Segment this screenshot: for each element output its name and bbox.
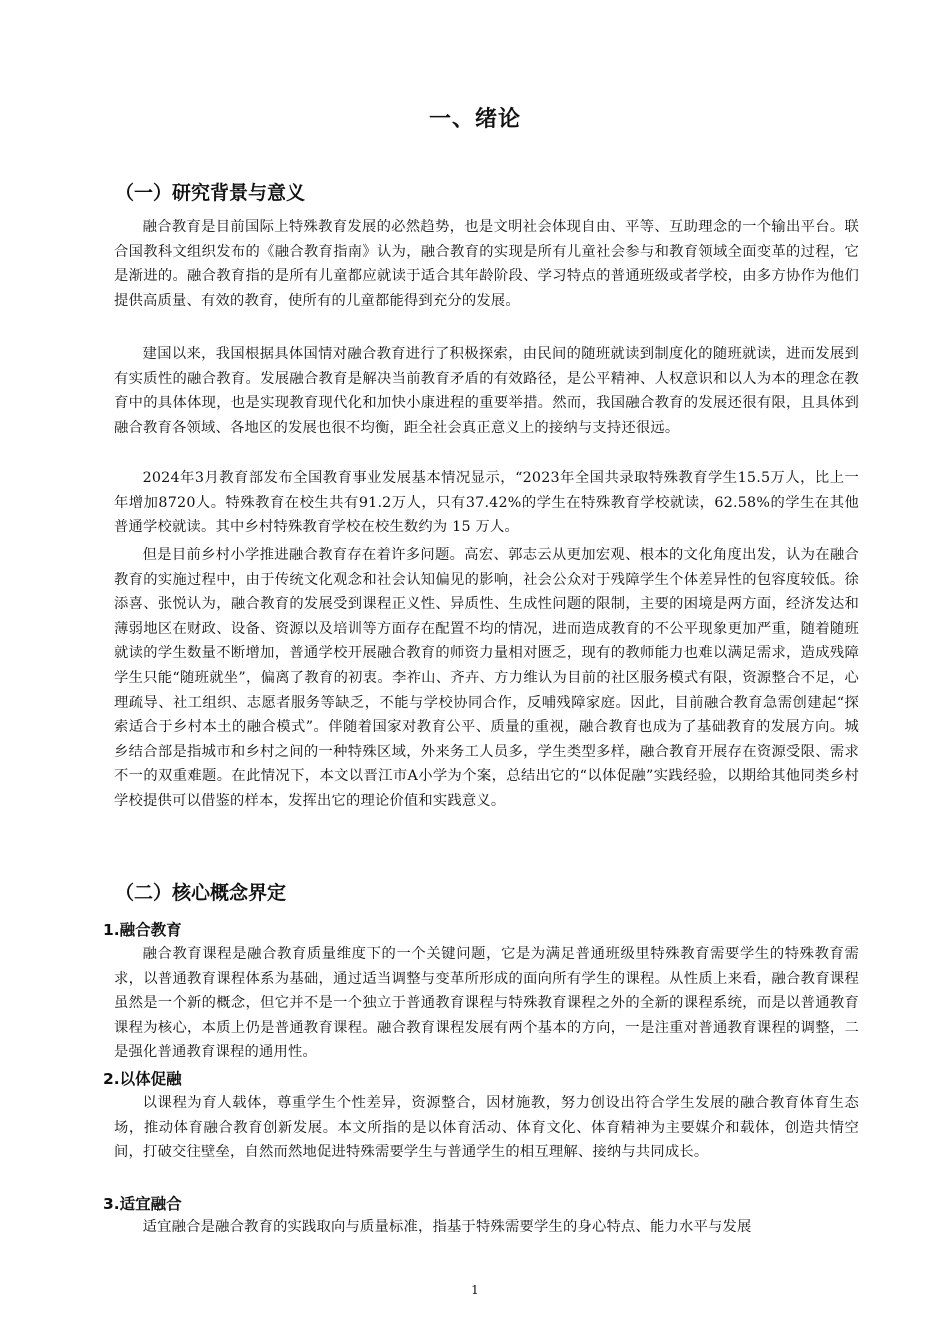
concept-text-appropriate-integration: 适宜融合是融合教育的实践取向与质量标准，指基于特殊需要学生的身心特点、能力水平与发展 [142, 1219, 752, 1235]
concept-text-sports-integration: 以课程为育人载体，尊重学生个性差异，资源整合，因材施教，努力创设出符合学生发展的融合教育体育生态场，推动体育融合教育创新发展。本文所指的是以体育活动、体育文化、体育精神为主要媒介和载体，创造共情空间，打破交往壁垒，自然而然地促进特殊需要学生与普通学生的相互理解、接纳与共同成长。 [114, 1095, 859, 1161]
paragraph-3: 2024年3月教育部发布全国教育事业发展基本情况显示，“2023年全国共录取特殊教育学生15.5万人，比上一年增加8720人。特殊教育在校生共有91.2万人，只有37.42%的学生在特殊教育学校就读，62.58%的学生在其他普通学校就读。其中乡村特殊教育学校在校生数约为 15 万人。 [114, 470, 859, 536]
paragraph-2: 建国以来，我国根据具体国情对融合教育进行了积极探索，由民间的随班就读到制度化的随班就读，进而发展到有实质性的融合教育。发展融合教育是解决当前教育矛盾的有效路径，是公平精神、人权意识和以人为本的理念在教育中的具体体现，也是实现教育现代化和加快小康进程的重要举措。然而，我国融合教育的发展还很有限，且具体到融合教育各领域、各地区的发展也很不均衡，距全社会真正意义上的接纳与支持还很远。 [114, 346, 859, 436]
paragraph-4: 但是目前乡村小学推进融合教育存在着许多问题。高宏、郭志云从更加宏观、根本的文化角度出发，认为在融合教育的实施过程中，由于传统文化观念和社会认知偏见的影响，社会公众对于残障学生个体差异性的包容度较低。徐添喜、张悦认为，融合教育的发展受到课程正义性、异质性、生成性问题的限制，主要的困境是两方面，经济发达和薄弱地区在财政、设备、资源以及培训等方面存在配置不均的情况，进而造成教育的不公平现象更加严重，随着随班就读的学生数量不断增加，普通学校开展融合教育的师资力量相对匮乏，现有的教师能力也难以满足需求，造成残障学生只能“随班就坐”，偏离了教育的初衷。李祚山、齐卉、方力维认为目前的社区服务模式有限，资源整合不足，心理疏导、社工组织、志愿者服务等缺乏，不能与学校协同合作，反哺残障家庭。因此，目前融合教育急需创建起“探索适合于乡村本土的融合模式”。伴随着国家对教育公平、质量的重视，融合教育也成为了基础教育的发展方向。城乡结合部是指城市和乡村之间的一种特殊区域，外来务工人员多，学生类型多样，融合教育开展存在资源受限、需求不一的双重难题。在此情况下，本文以晋江市A小学为个案，总结出它的“以体促融”实践经验，以期给其他同类乡村学校提供可以借鉴的样本，发挥出它的理论价值和实践意义。 [114, 547, 859, 809]
page-number: 1 [471, 1283, 479, 1297]
concept-text-inclusive-education: 融合教育课程是融合教育质量维度下的一个关键问题，它是为满足普通班级里特殊教育需要学生的特殊教育需求，以普通教育课程体系为基础，通过适当调整与变革所形成的面向所有学生的课程。从性质上来看，融合教育课程虽然是一个新的概念，但它并不是一个独立于普通教育课程与特殊教育课程之外的全新的课程系统，而是以普通教育课程为核心，本质上仍是普通教育课程。融合教育课程发展有两个基本的方向，一是注重对普通教育课程的调整，二是强化普通教育课程的通用性。 [114, 946, 859, 1061]
concept-title-appropriate-integration: 3.适宜融合 [103, 1195, 182, 1213]
concept-title-sports-integration: 2.以体促融 [103, 1070, 182, 1088]
section-title-concepts: （二）核心概念界定 [115, 882, 287, 904]
section-title-background: （一）研究背景与意义 [115, 182, 306, 204]
paragraph-1: 融合教育是目前国际上特殊教育发展的必然趋势，也是文明社会体现自由、平等、互助理念的一个输出平台。联合国教科文组织发布的《融合教育指南》认为，融合教育的实现是所有儿童社会参与和教育领域全面变革的过程，它是渐进的。融合教育指的是所有儿童都应就读于适合其年龄阶段、学习特点的普通班级或者学校，由多方协作为他们提供高质量、有效的教育，使所有的儿童都能得到充分的发展。 [114, 219, 859, 309]
chapter-title: 一、绪论 [428, 107, 521, 132]
concept-title-inclusive-education: 1.融合教育 [103, 921, 182, 939]
